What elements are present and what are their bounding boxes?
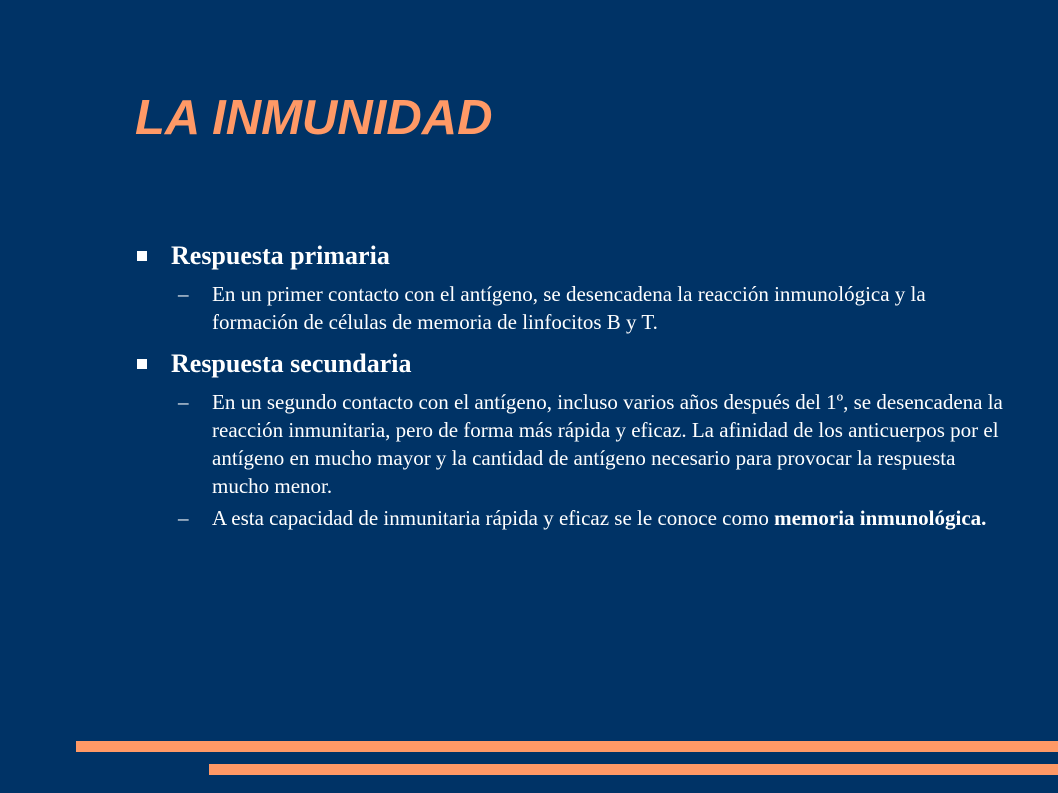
decorative-bar-lower — [209, 764, 1058, 775]
slide-content — [135, 236, 1035, 532]
subitem-bold-term: memoria inmunológica. — [774, 506, 987, 530]
bullet-respuesta-secundaria — [135, 344, 1035, 384]
dash-bullet-icon: – — [178, 390, 189, 414]
square-bullet-icon — [137, 251, 147, 261]
subitem-secundaria-2 — [135, 504, 1017, 532]
bullet-heading: Respuesta secundaria — [171, 349, 412, 378]
dash-bullet-icon: – — [178, 506, 189, 530]
dash-bullet-icon: – — [178, 282, 189, 306]
square-bullet-icon — [137, 359, 147, 369]
subitem-text: En un primer contacto con el antígeno, se desencadena la reacción inmunológica y la formación de células de memoria de linfocitos B y T. — [212, 282, 926, 334]
subitem-secundaria-1 — [135, 388, 1017, 500]
subitem-text: En un segundo contacto con el antígeno, incluso varios años después del 1º, se desencadena la reacción inmunitaria, pero de forma más rápida y eficaz. La afinidad de los anticuerpos por el antígeno en mucho mayor y la cantidad de antígeno necesario para provocar la respuesta mucho menor. — [212, 390, 1003, 498]
bullet-respuesta-primaria — [135, 236, 1035, 276]
bullet-heading: Respuesta primaria — [171, 241, 390, 270]
subitem-primaria-1 — [135, 280, 1017, 336]
subitem-text: A esta capacidad de inmunitaria rápida y eficaz se le conoce como — [212, 506, 775, 530]
slide-title: LA INMUNIDAD — [135, 91, 493, 145]
decorative-bar-upper — [76, 741, 1058, 752]
